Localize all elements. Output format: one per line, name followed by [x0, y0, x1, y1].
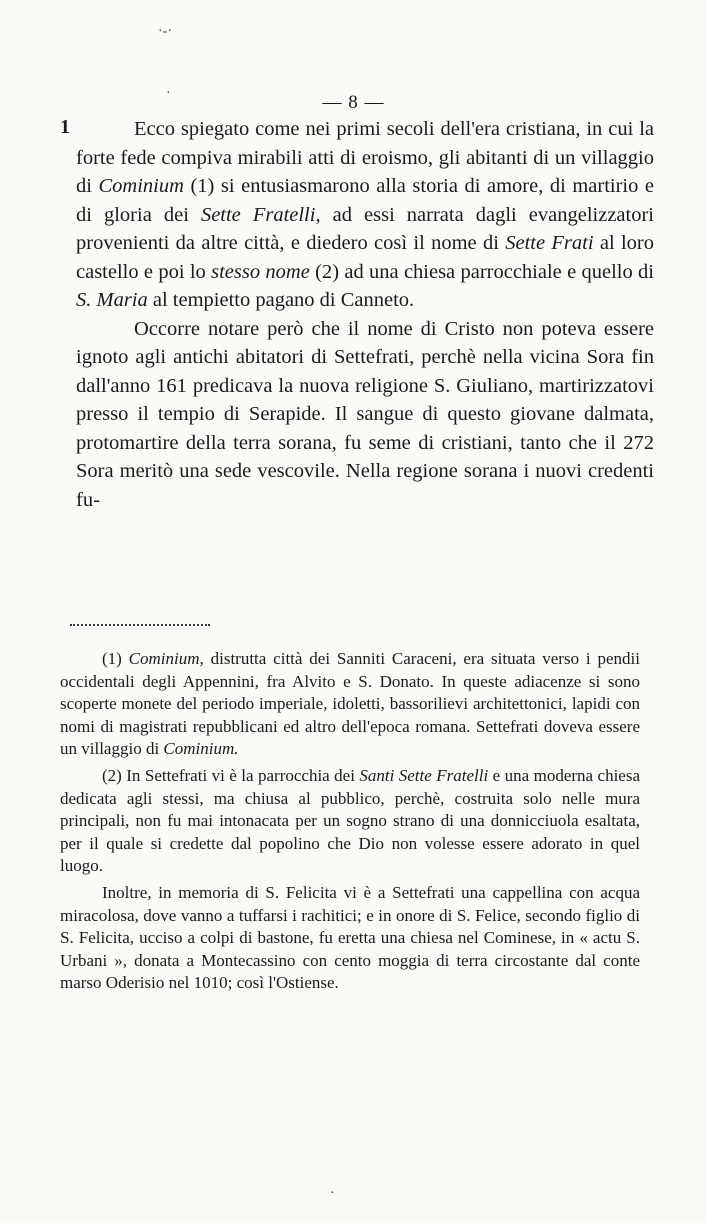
print-speck: ·: [166, 86, 171, 101]
paragraph-1: Ecco spiegato come nei primi secoli dell'era cristiana, in cui la forte fede compiva mirabili atti di eroismo, gli abitanti di un villaggio di Cominium (1) si entusiasmarono alla storia di amore, di martirio e di gloria dei Sette Fratelli, ad essi narrata dagli evangelizzatori provenienti da altre città, e diedero così il nome di Sette Frati al loro castello e poi lo stesso nome (2) ad una chiesa parrocchiale e quello di S. Maria al tempietto pagano di Canneto.: [76, 118, 654, 311]
main-text: [76, 115, 654, 514]
footnote-3: Inoltre, in memoria di S. Felicita vi è a Settefrati una cappellina con acqua miracolosa, dove vanno a tuffarsi i rachitici; e in onore di S. Felice, secondo figlio di S. Felicita, ucciso a colpi di bastone, fu eretta una chiesa nel Cominese, in « actu S. Urbani », donata a Montecassino con cento moggia di terra circostante dal conte marso Oderisio nel 1010; così l'Ostiense.: [60, 882, 640, 993]
print-speck: ·-·: [158, 24, 172, 39]
paragraph-2: Occorre notare però che il nome di Cristo non poteva essere ignoto agli antichi abitatori di Settefrati, perchè nella vicina Sora fin dall'anno 161 predicava la nuova religione S. Giuliano, martirizzatovi presso il tempio di Serapide. Il sangue di questo giovane dalmata, protomartire della terra sorana, fu seme di cristiani, tanto che il 272 Sora meritò una sede vescovile. Nella regione sorana i nuovi credenti fu-: [76, 317, 654, 511]
footnote-separator: [70, 624, 210, 626]
margin-mark: 1: [60, 116, 70, 138]
footnotes: [60, 648, 640, 995]
print-speck: ·: [330, 1186, 335, 1201]
page-number: — 8 —: [322, 92, 385, 113]
footnote-2: (2) In Settefrati vi è la parrocchia dei Santi Sette Fratelli e una moderna chiesa dedicata agli stessi, ma chiusa al pubblico, perchè, costruita solo nelle mura principali, non fu mai intonacata per un sogno strano di una donnicciuola esaltata, per il quale si credette dal popolino che Dio non volesse essere adorato in quel luogo.: [60, 765, 641, 876]
footnote-1: (1) Cominium, distrutta città dei Sanniti Caraceni, era situata verso i pendii occidentali degli Appennini, fra Alvito e S. Donato. In queste adiacenze si sono scoperte monete del periodo imperiale, idoletti, bassorilievi architettonici, lapidi con nomi di magistrati repubblicani ed altro dell'epoca romana. Settefrati doveva essere un villaggio di Cominium.: [60, 649, 640, 759]
